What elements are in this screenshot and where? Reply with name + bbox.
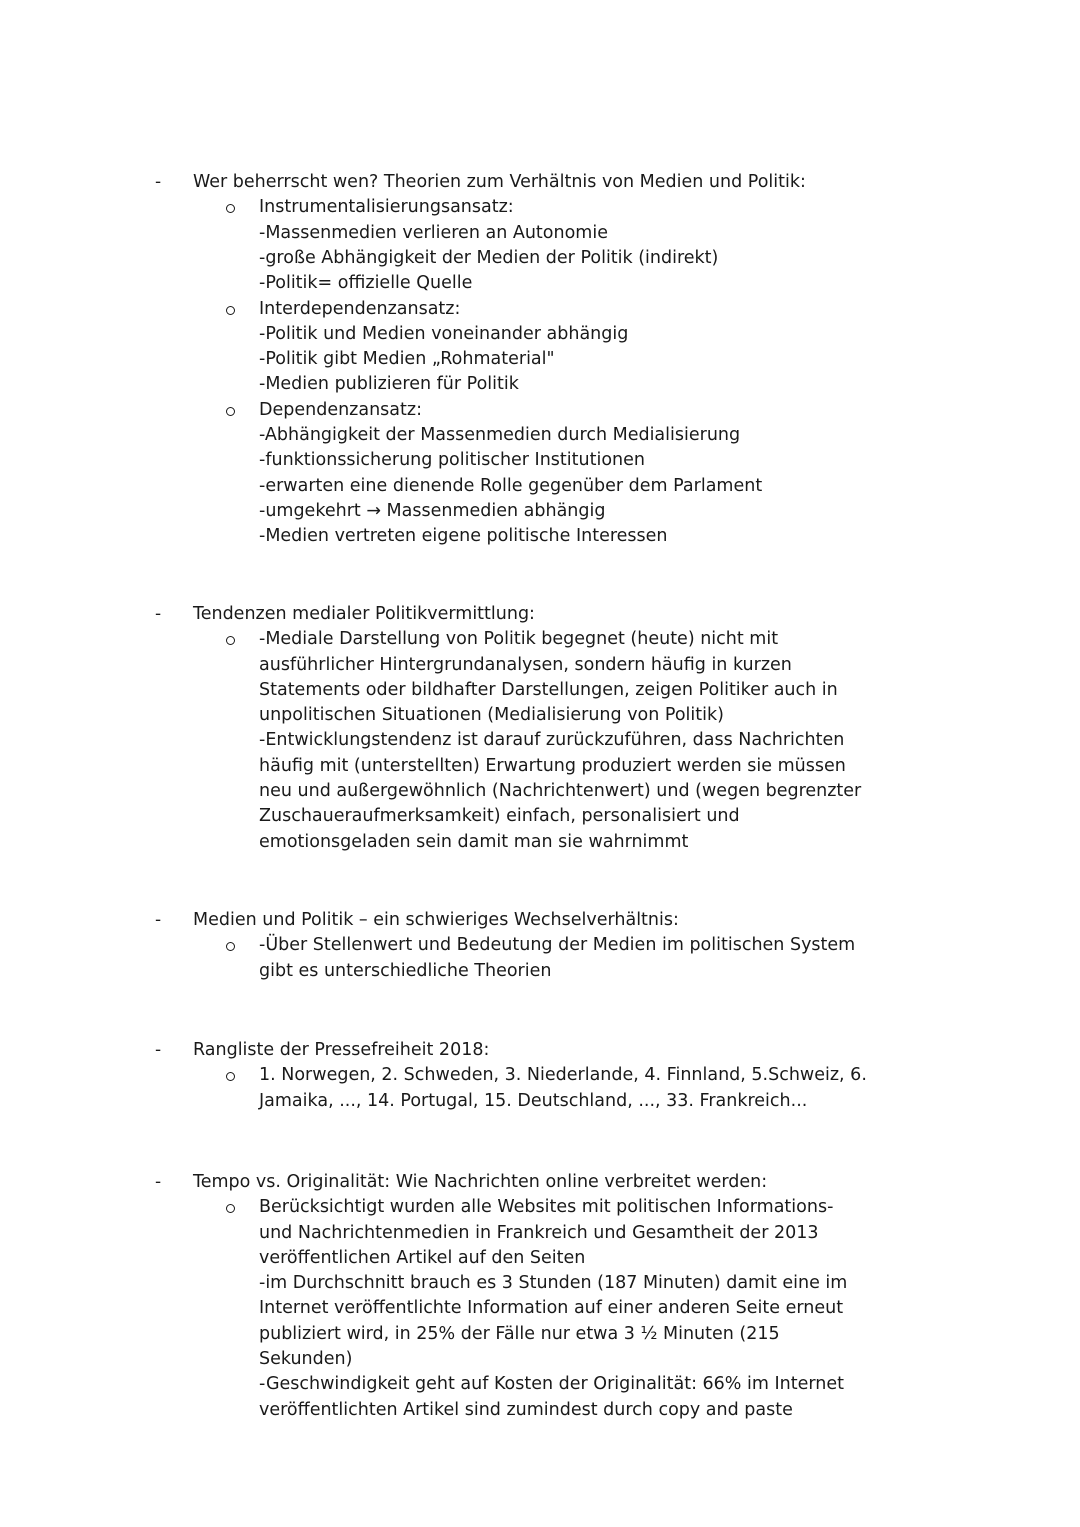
text-line: -funktionssicherung politischer Institutionen xyxy=(259,450,645,471)
circle-bullet-icon xyxy=(226,407,235,416)
text-line: -Entwicklungstendenz ist darauf zurückzuführen, dass Nachrichten xyxy=(259,730,845,751)
text-line: -Politik gibt Medien „Rohmaterial" xyxy=(259,349,555,370)
text-line: und Nachrichtenmedien in Frankreich und Gesamtheit der 2013 xyxy=(259,1222,819,1243)
section-heading: Tendenzen medialer Politikvermittlung: xyxy=(193,604,535,624)
text-line: gibt es unterschiedliche Theorien xyxy=(259,960,552,981)
sub-item-title: Dependenzansatz: xyxy=(259,399,422,420)
sub-item-lines xyxy=(259,1063,959,1114)
text-line: -Mediale Darstellung von Politik begegnet (heute) nicht mit xyxy=(259,629,779,650)
text-line: Zuschaueraufmerksamkeit) einfach, personalisiert und xyxy=(259,806,740,827)
text-line: -Politik und Medien voneinander abhängig xyxy=(259,323,629,344)
text-line: ausführlicher Hintergrundanalysen, sondern häufig in kurzen xyxy=(259,654,792,675)
circle-bullet-icon xyxy=(226,306,235,315)
text-line: -Medien publizieren für Politik xyxy=(259,374,519,395)
circle-bullet-icon xyxy=(226,1072,235,1081)
text-line: -im Durchschnitt brauch es 3 Stunden (187 Minuten) damit eine im xyxy=(259,1273,848,1294)
text-line: Berücksichtigt wurden alle Websites mit politischen Informations- xyxy=(259,1197,834,1218)
text-line: -Über Stellenwert und Bedeutung der Medien im politischen System xyxy=(259,935,856,956)
text-line: unpolitischen Situationen (Medialisierung von Politik) xyxy=(259,705,724,726)
circle-bullet-icon xyxy=(226,204,235,213)
text-line: Sekunden) xyxy=(259,1349,353,1370)
text-line: -erwarten eine dienende Rolle gegenüber dem Parlament xyxy=(259,475,763,496)
text-line: -Abhängigkeit der Massenmedien durch Medialisierung xyxy=(259,424,741,445)
dash-marker: - xyxy=(155,910,162,930)
text-line: -umgekehrt → Massenmedien abhängig xyxy=(259,500,606,521)
text-line: -große Abhängigkeit der Medien der Politik (indirekt) xyxy=(259,247,719,268)
text-line: -Medien vertreten eigene politische Interessen xyxy=(259,526,668,547)
section-heading: Tempo vs. Originalität: Wie Nachrichten online verbreitet werden: xyxy=(193,1172,768,1192)
text-line: -Massenmedien verlieren an Autonomie xyxy=(259,222,608,243)
text-line: publiziert wird, in 25% der Fälle nur etwa 3 ½ Minuten (215 xyxy=(259,1323,780,1344)
text-line: veröffentlichen Artikel auf den Seiten xyxy=(259,1247,586,1268)
text-line: 1. Norwegen, 2. Schweden, 3. Niederlande, 4. Finnland, 5.Schweiz, 6. xyxy=(259,1065,867,1086)
text-line: neu und außergewöhnlich (Nachrichtenwert) und (wegen begrenzter xyxy=(259,781,862,802)
text-line: Internet veröffentlichte Information auf einer anderen Seite erneut xyxy=(259,1298,844,1319)
circle-bullet-icon xyxy=(226,942,235,951)
sub-item-lines xyxy=(259,1195,959,1423)
dash-marker: - xyxy=(155,172,162,192)
sub-item-lines xyxy=(259,933,959,984)
text-line: Statements oder bildhafter Darstellungen, zeigen Politiker auch in xyxy=(259,679,838,700)
sub-item-lines xyxy=(259,221,959,297)
dash-marker: - xyxy=(155,1040,162,1060)
circle-bullet-icon xyxy=(226,636,235,645)
sub-item-lines xyxy=(259,322,959,398)
sub-item-lines xyxy=(259,627,959,855)
sub-item-title: Instrumentalisierungsansatz: xyxy=(259,197,514,218)
circle-bullet-icon xyxy=(226,1204,235,1213)
text-line: veröffentlichten Artikel sind zumindest durch copy and paste xyxy=(259,1399,793,1420)
dash-marker: - xyxy=(155,1172,162,1192)
sub-item-title: Interdependenzansatz: xyxy=(259,298,461,319)
text-line: emotionsgeladen sein damit man sie wahrnimmt xyxy=(259,831,689,852)
dash-marker: - xyxy=(155,604,162,624)
text-line: -Geschwindigkeit geht auf Kosten der Originalität: 66% im Internet xyxy=(259,1374,844,1395)
section-heading: Rangliste der Pressefreiheit 2018: xyxy=(193,1040,490,1060)
section-heading: Wer beherrscht wen? Theorien zum Verhältnis von Medien und Politik: xyxy=(193,172,806,192)
sub-item-lines xyxy=(259,423,959,549)
text-line: -Politik= offizielle Quelle xyxy=(259,273,473,294)
text-line: häufig mit (unterstellten) Erwartung produziert werden sie müssen xyxy=(259,755,846,776)
text-line: Jamaika, ..., 14. Portugal, 15. Deutschland, ..., 33. Frankreich... xyxy=(259,1090,808,1111)
section-heading: Medien und Politik – ein schwieriges Wechselverhältnis: xyxy=(193,910,679,930)
